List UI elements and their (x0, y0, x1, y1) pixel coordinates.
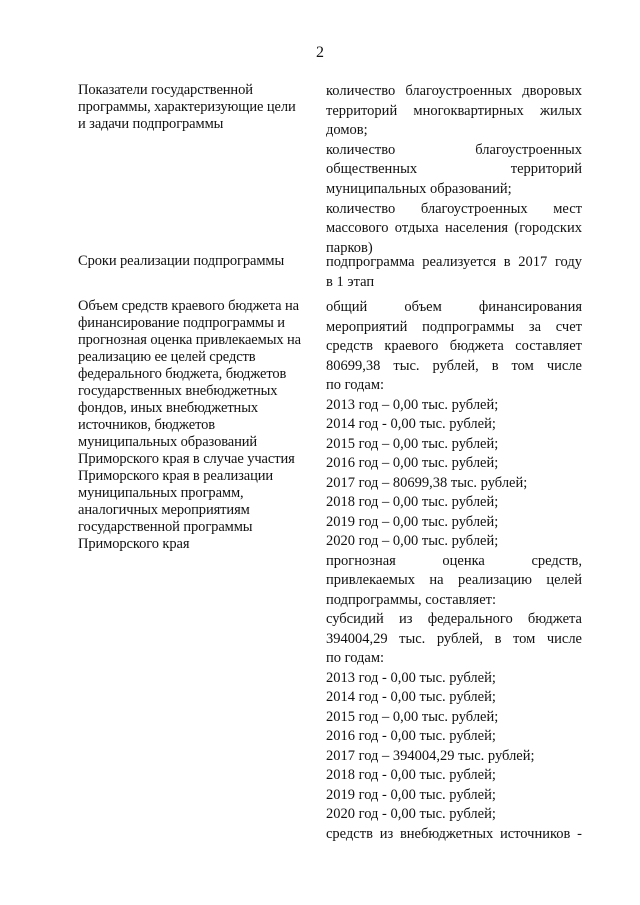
text-line: федерального бюджета, бюджетов (78, 366, 287, 382)
text-line: 2013 год - 0,00 тыс. рублей; (326, 669, 496, 686)
text-line: количество благоустроенных мест (326, 200, 582, 217)
text-line: 2018 год - 0,00 тыс. рублей; (326, 767, 496, 783)
text-line: 2018 год – 0,00 тыс. рублей; (326, 494, 499, 510)
text-line: Объем средств краевого бюджета на (78, 298, 299, 314)
text-line: государственных внебюджетных (78, 383, 278, 399)
text-line: фондов, иных внебюджетных (78, 400, 259, 416)
text-line: прогнозная оценка привлекаемых на (78, 332, 302, 348)
text-line: Показатели государственной (78, 82, 253, 98)
text-line: подпрограммы, составляет: (326, 591, 496, 608)
row-value (326, 82, 582, 258)
text-line: Приморского края в реализации (78, 468, 274, 484)
text-line: субсидий из федерального бюджета (326, 611, 582, 627)
text-line: источников, бюджетов (78, 417, 216, 433)
row-label (78, 298, 310, 553)
text-line: государственной программы (78, 519, 253, 535)
text-line: 80699,38 тыс. рублей, в том числе (326, 357, 582, 374)
text-line: подпрограмма реализуется в 2017 году (326, 254, 582, 270)
text-line: мероприятий подпрограммы за счет (326, 318, 582, 335)
text-line: 2019 год – 0,00 тыс. рублей; (326, 513, 499, 530)
text-line: 2014 год - 0,00 тыс. рублей; (326, 689, 496, 705)
text-line: по годам: (326, 377, 385, 393)
text-line: массового отдыха населения (городских (326, 220, 582, 237)
text-line: общий объем финансирования (326, 299, 582, 315)
text-line: и задачи подпрограммы (78, 116, 224, 132)
text-line: муниципальных образований; (326, 180, 512, 197)
text-line: общественных территорий (326, 161, 582, 178)
text-line: количество благоустроенных (326, 141, 582, 158)
text-line: Приморского края в случае участия (78, 451, 295, 467)
text-line: 394004,29 тыс. рублей, в том числе (326, 630, 582, 647)
text-line: программы, характеризующие цели (78, 99, 296, 115)
text-line: количество благоустроенных дворовых (326, 83, 582, 99)
text-line: 2015 год – 0,00 тыс. рублей; (326, 708, 499, 725)
text-line: в 1 этап (326, 273, 375, 290)
text-line: финансирование подпрограммы и (78, 315, 285, 331)
text-line: 2019 год - 0,00 тыс. рублей; (326, 786, 496, 803)
text-line: 2016 год - 0,00 тыс. рублей; (326, 728, 496, 744)
text-line: средств краевого бюджета составляет (326, 338, 582, 354)
text-line: прогнозная оценка средств, (326, 552, 582, 569)
page-number: 2 (316, 44, 324, 61)
text-line: 2014 год - 0,00 тыс. рублей; (326, 416, 496, 432)
text-line: по годам: (326, 650, 385, 666)
text-line: привлекаемых на реализацию целей (326, 572, 582, 588)
text-line: 2020 год - 0,00 тыс. рублей; (326, 806, 496, 822)
text-line: средств из внебюджетных источников - (326, 825, 582, 842)
row-value (326, 298, 582, 844)
text-line: территорий многоквартирных жилых (326, 102, 582, 119)
text-line: парков) (326, 239, 373, 256)
text-line: реализацию ее целей средств (78, 349, 256, 365)
text-line: 2013 год – 0,00 тыс. рублей; (326, 396, 499, 413)
text-line: 2017 год – 394004,29 тыс. рублей; (326, 747, 535, 764)
text-line: муниципальных образований (78, 434, 258, 450)
text-line: Приморского края (78, 536, 190, 552)
text-line: 2017 год – 80699,38 тыс. рублей; (326, 474, 528, 491)
text-line: домов; (326, 122, 368, 139)
text-line: аналогичных мероприятиям (78, 502, 250, 518)
text-line: муниципальных программ, (78, 485, 244, 501)
text-line: 2015 год – 0,00 тыс. рублей; (326, 435, 499, 452)
text-line: 2016 год – 0,00 тыс. рублей; (326, 455, 499, 471)
text-line: Сроки реализации подпрограммы (78, 253, 285, 269)
row-value (326, 253, 582, 292)
row-label (78, 253, 310, 270)
row-label (78, 82, 310, 133)
text-line: 2020 год – 0,00 тыс. рублей; (326, 533, 499, 549)
